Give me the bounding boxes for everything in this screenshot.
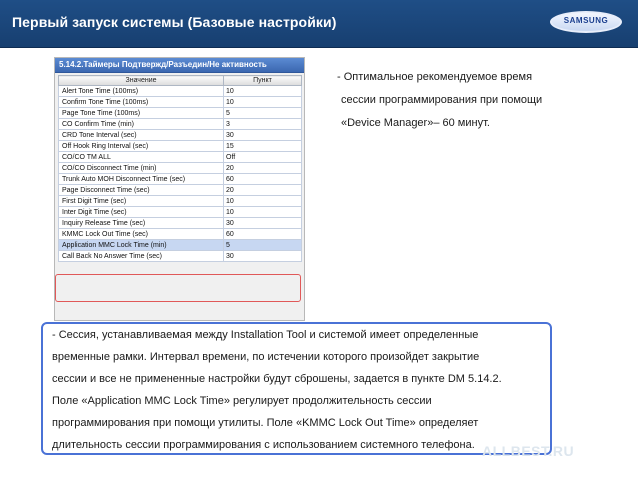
row-label: Inter Digit Time (sec) <box>59 207 224 218</box>
page-title: Первый запуск системы (Базовые настройки) <box>12 14 337 30</box>
table-header-row <box>59 76 302 86</box>
row-value[interactable]: 10 <box>224 196 302 207</box>
table-row-selected[interactable] <box>59 240 302 251</box>
table-row[interactable] <box>59 251 302 262</box>
info-line: - Сессия, устанавливаемая между Installation Tool и системой имеет определенные <box>52 329 479 341</box>
info-line: сессии и все не примененные настройки будут сброшены, задается в пункте DM 5.14.2. <box>52 373 502 385</box>
info-line: временные рамки. Интервал времени, по истечении которого произойдет закрытие <box>52 351 480 363</box>
row-label: Trunk Auto MOH Disconnect Time (sec) <box>59 174 224 185</box>
row-value[interactable]: 20 <box>224 163 302 174</box>
row-label: KMMC Lock Out Time (sec) <box>59 229 224 240</box>
note-line: «Device Manager»– 60 минут. <box>341 117 490 129</box>
row-label: CO/CO TM ALL <box>59 152 224 163</box>
info-line: длительность сессии программирования с использованием системного телефона. <box>52 439 475 451</box>
table-row[interactable] <box>59 207 302 218</box>
recommendation-note <box>337 66 617 135</box>
watermark: ALLBEST.RU <box>482 443 575 459</box>
row-label: Off Hook Ring Interval (sec) <box>59 141 224 152</box>
timers-table <box>58 75 302 262</box>
row-label: CO/CO Disconnect Time (min) <box>59 163 224 174</box>
column-header-value[interactable]: Пункт <box>224 76 302 86</box>
row-value[interactable]: 30 <box>224 130 302 141</box>
row-label: Alert Tone Time (100ms) <box>59 86 224 97</box>
row-label: Page Tone Time (100ms) <box>59 108 224 119</box>
logo-text: SAMSUNG <box>563 16 609 25</box>
row-value[interactable]: 60 <box>224 229 302 240</box>
row-label: Inquiry Release Time (sec) <box>59 218 224 229</box>
row-label: Application MMC Lock Time (min) <box>59 240 224 251</box>
title-bar <box>0 0 638 48</box>
samsung-logo <box>550 11 622 33</box>
highlight-box <box>55 274 301 302</box>
row-value[interactable]: 5 <box>224 108 302 119</box>
row-value[interactable]: 10 <box>224 207 302 218</box>
panel-title: 5.14.2.Таймеры Подтвержд/Разъедин/Не активность <box>55 58 304 73</box>
row-label: First Digit Time (sec) <box>59 196 224 207</box>
info-line: программирования при помощи утилиты. Поле «KMMC Lock Out Time» определяет <box>52 417 479 429</box>
row-value[interactable]: 5 <box>224 240 302 251</box>
table-row[interactable] <box>59 108 302 119</box>
table-row[interactable] <box>59 119 302 130</box>
table-row[interactable] <box>59 218 302 229</box>
row-label: CO Confirm Time (min) <box>59 119 224 130</box>
row-value[interactable]: 15 <box>224 141 302 152</box>
row-value[interactable]: 60 <box>224 174 302 185</box>
table-row[interactable] <box>59 152 302 163</box>
row-value[interactable]: 20 <box>224 185 302 196</box>
table-row[interactable] <box>59 174 302 185</box>
row-value[interactable]: 30 <box>224 218 302 229</box>
table-row[interactable] <box>59 97 302 108</box>
row-label: Call Back No Answer Time (sec) <box>59 251 224 262</box>
row-value[interactable]: Off <box>224 152 302 163</box>
row-value[interactable]: 3 <box>224 119 302 130</box>
column-header-name[interactable]: Значение <box>59 76 224 86</box>
table-row[interactable] <box>59 86 302 97</box>
row-value[interactable]: 10 <box>224 86 302 97</box>
row-label: Page Disconnect Time (sec) <box>59 185 224 196</box>
note-line: сессии программирования при помощи <box>341 94 543 106</box>
table-row[interactable] <box>59 130 302 141</box>
table-row[interactable] <box>59 229 302 240</box>
info-line: Поле «Application MMC Lock Time» регулирует продолжительность сессии <box>52 395 432 407</box>
row-value[interactable]: 30 <box>224 251 302 262</box>
table-row[interactable] <box>59 141 302 152</box>
row-label: Confirm Tone Time (100ms) <box>59 97 224 108</box>
row-value[interactable]: 10 <box>224 97 302 108</box>
row-label: CRD Tone Interval (sec) <box>59 130 224 141</box>
table-row[interactable] <box>59 185 302 196</box>
table-row[interactable] <box>59 163 302 174</box>
note-line: - Оптимальное рекомендуемое время <box>337 71 533 83</box>
session-info-box <box>41 322 552 455</box>
table-row[interactable] <box>59 196 302 207</box>
